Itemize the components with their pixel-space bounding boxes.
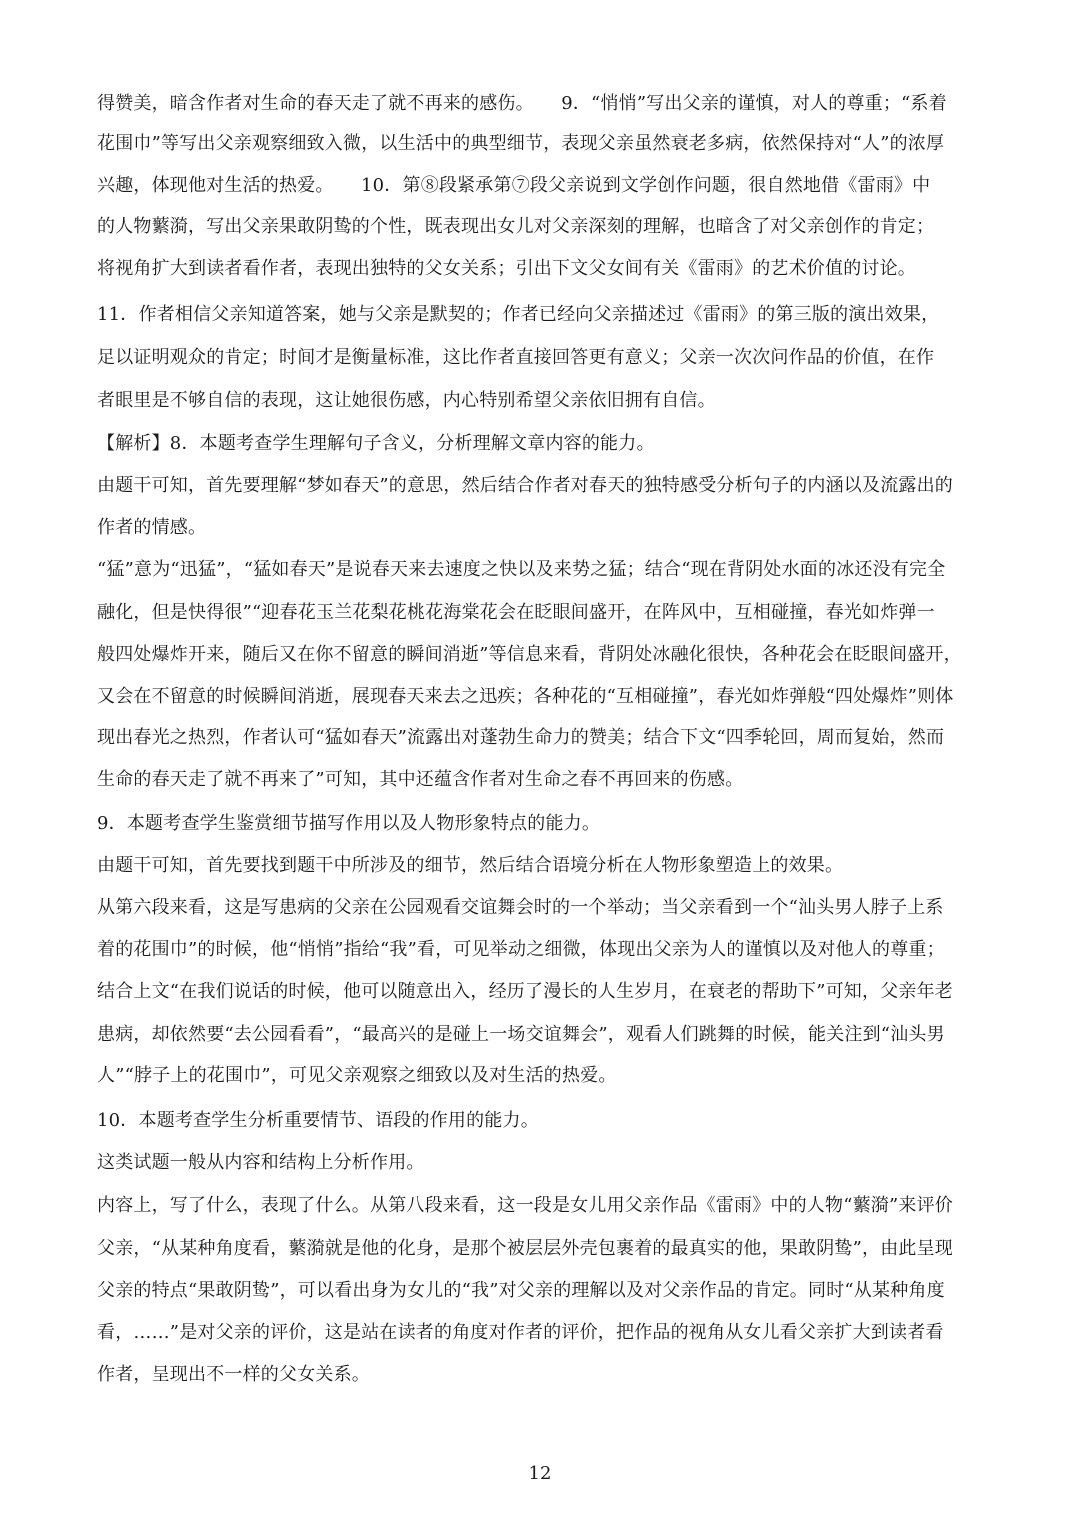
text-line: 着的花围巾”的时候，他“悄悄”指给“我”看，可见举动之细微，体现出父亲为人的谨慎以及对他人的尊重；	[97, 939, 945, 960]
text-line: 内容上，写了什么，表现了什么。从第八段来看，这一段是女儿用父亲作品《雷雨》中的人物“蘩漪”来评价	[97, 1195, 953, 1216]
text-line: 结合上文“在我们说话的时候，他可以随意出入，经历了漫长的人生岁月，在衰老的帮助下”可知，父亲年老	[97, 981, 953, 1002]
text-line: 兴趣，体现他对生活的热爱。 10．第⑧段紧承第⑦段父亲说到文学创作问题，很自然地借《雷雨》中	[97, 175, 931, 196]
text-line: 10．本题考查学生分析重要情节、语段的作用的能力。	[97, 1110, 539, 1131]
text-line: 将视角扩大到读者看作者，表现出独特的父女关系；引出下文父女间有关《雷雨》的艺术价值的讨论。	[97, 258, 916, 279]
text-line: 融化，但是快得很”“迎春花玉兰花梨花桃花海棠花会在眨眼间盛开，在阵风中，互相碰撞，春光如炸弹一	[97, 602, 935, 623]
text-line: 花围巾”等写出父亲观察细致入微，以生活中的典型细节，表现父亲虽然衰老多病，依然保持对“人”的浓厚	[97, 133, 945, 154]
text-line: 9．本题考查学生鉴赏细节描写作用以及人物形象特点的能力。	[97, 813, 601, 834]
text-line: 从第六段来看，这是写患病的父亲在公园观看交谊舞会时的一个举动；当父亲看到一个“汕头男人脖子上系	[97, 897, 944, 918]
text-line: 人”“脖子上的花围巾”，可见父亲观察之细致以及对生活的热爱。	[97, 1065, 617, 1086]
text-line: 作者的情感。	[97, 517, 207, 538]
text-line: 足以证明观众的肯定；时间才是衡量标准，这比作者直接回答更有意义；父亲一次次问作品的价值，在作	[97, 347, 935, 368]
text-line: 由题干可知，首先要理解“梦如春天”的意思，然后结合作者对春天的独特感受分析句子的内涵以及流露出的	[97, 475, 953, 496]
text-line: 者眼里是不够自信的表现，这让她很伤感，内心特别希望父亲依旧拥有自信。	[97, 390, 716, 411]
text-line: “猛”意为“迅猛”，“猛如春天”是说春天来去速度之快以及来势之猛；结合“现在背阴处水面的冰还没有完全	[97, 559, 946, 580]
text-line: 生命的春天走了就不再来了”可知，其中还蕴含作者对生命之春不再回来的伤感。	[97, 769, 744, 790]
text-line: 看，……”是对父亲的评价，这是站在读者的角度对作者的评价，把作品的视角从女儿看父亲扩大到读者看	[97, 1322, 944, 1343]
text-line: 的人物蘩漪，写出父亲果敢阴鸷的个性，既表现出女儿对父亲深刻的理解，也暗含了对父亲创作的肯定；	[97, 216, 935, 237]
page-number: 12	[528, 1463, 552, 1484]
text-line: 父亲的特点“果敢阴鸷”，可以看出身为女儿的“我”对父亲的理解以及对父亲作品的肯定。同时“从某种角度	[97, 1280, 945, 1301]
text-line: 这类试题一般从内容和结构上分析作用。	[97, 1152, 425, 1173]
text-line: 现出春光之热烈，作者认可“猛如春天”流露出对蓬勃生命力的赞美；结合下文“四季轮回，周而复始，然而	[97, 727, 945, 748]
text-line: 患病，却依然要“去公园看看”，“最高兴的是碰上一场交谊舞会”，观看人们跳舞的时候，能关注到“汕头男	[97, 1024, 945, 1045]
text-line: 11．作者相信父亲知道答案，她与父亲是默契的；作者已经向父亲描述过《雷雨》的第三版的演出效果，	[97, 304, 940, 325]
text-line: 父亲，“从某种角度看，蘩漪就是他的化身，是那个被层层外壳包裹着的最真实的他，果敢阴鸷”，由此呈现	[97, 1238, 953, 1259]
text-line: 作者，呈现出不一样的父女关系。	[97, 1364, 370, 1385]
text-line: 般四处爆炸开来，随后又在你不留意的瞬间消逝”等信息来看，背阴处冰融化很快，各种花会在眨眼间盛开，	[97, 644, 962, 665]
text-line: 由题干可知，首先要找到题干中所涉及的细节，然后结合语境分析在人物形象塑造上的效果。	[97, 855, 844, 876]
text-line: 得赞美，暗含作者对生命的春天走了就不再来的感伤。 9．“悄悄”写出父亲的谨慎，对人的尊重；“系着	[97, 93, 947, 114]
text-line: 又会在不留意的时候瞬间消逝，展现春天来去之迅疾；各种花的“互相碰撞”，春光如炸弹般“四处爆炸”则体	[97, 686, 954, 707]
text-line: 【解析】8．本题考查学生理解句子含义，分析理解文章内容的能力。	[97, 433, 655, 454]
